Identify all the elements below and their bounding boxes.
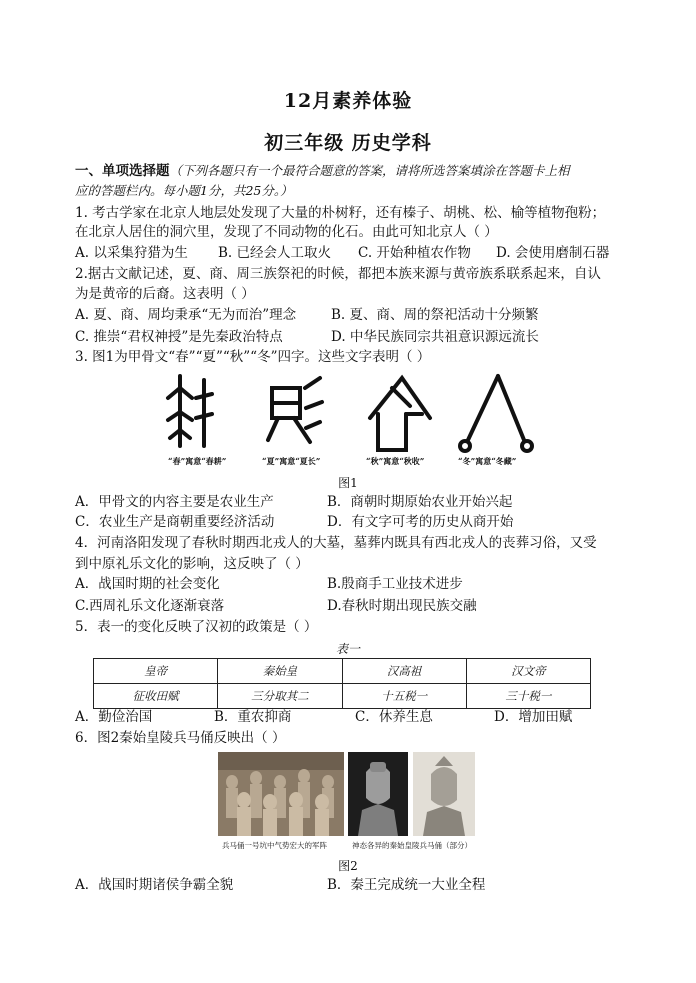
q5-option-d: D．增加田赋	[494, 709, 573, 725]
table-cell: 三分取其二	[218, 684, 342, 709]
table-cell: 十五税一	[342, 684, 466, 709]
figure-1-caption: 图1	[338, 476, 358, 490]
table-cell: 秦始皇	[218, 659, 342, 684]
q1-option-c: C. 开始种植农作物	[358, 245, 471, 261]
terracotta-army-photo	[218, 752, 344, 836]
q3-option-b: B．商朝时期原始农业开始兴起	[327, 494, 513, 510]
q4-stem-1: 4．河南洛阳发现了春秋时期西北戎人的大墓，墓葬内既具有西北戎人的丧葬习俗，又受	[75, 535, 597, 551]
oracle-label-chun: “春”寓意“春耕”	[168, 456, 227, 466]
q1-option-b: B. 已经会人工取火	[218, 245, 332, 261]
figure-2-left-caption: 兵马俑一号坑中气势宏大的军阵	[222, 841, 327, 850]
q6-option-b: B．秦王完成统一大业全程	[327, 877, 486, 893]
q1-option-d: D. 会使用磨制石器	[496, 245, 610, 261]
table-cell: 汉高祖	[342, 659, 466, 684]
page-title: 12月素养体验	[283, 90, 413, 112]
section-title: 一、单项选择题	[75, 163, 170, 179]
q1-stem-1: 1. 考古学家在北京人地层处发现了大量的朴树籽，还有榛子、胡桃、松、榆等植物孢粉；	[75, 205, 606, 221]
oracle-label-xia: “夏”寓意“夏长”	[262, 456, 321, 466]
q4-option-d: D.春秋时期出现民族交融	[327, 598, 477, 614]
table-row	[94, 684, 591, 709]
q6-option-a: A．战国时期诸侯争霸全貌	[75, 877, 234, 893]
table-cell: 皇帝	[94, 659, 218, 684]
table-cell: 征收田赋	[94, 684, 218, 709]
q5-option-c: C．休养生息	[355, 709, 433, 725]
page-subtitle: 初三年级 历史学科	[264, 132, 432, 154]
q1-option-a: A. 以采集狩猎为生	[75, 245, 188, 261]
q5-option-b: B．重农抑商	[214, 709, 292, 725]
figure-2-right-caption: 神态各异的秦始皇陵兵马俑（部分）	[352, 841, 472, 850]
q5-stem-1: 5．表一的变化反映了汉初的政策是（ ）	[75, 619, 318, 635]
q4-stem-2: 到中原礼乐文化的影响，这反映了（ ）	[75, 556, 309, 572]
table-cell: 三十税一	[466, 684, 590, 709]
table-cell: 汉文帝	[466, 659, 590, 684]
oracle-dong-glyph	[460, 376, 532, 451]
q2-stem-2: 为是黄帝的后裔。这表明（ ）	[75, 286, 255, 302]
q2-stem-1: 2.据古文献记述，夏、商、周三族祭祀的时候，都把本族来源与黄帝族系联系起来，自认	[75, 266, 601, 282]
q2-option-c: C. 推崇“君权神授”是先秦政治特点	[75, 329, 283, 345]
q4-option-c: C.西周礼乐文化逐渐衰落	[75, 598, 225, 614]
table-1	[93, 658, 591, 709]
q6-stem-1: 6．图2秦始皇陵兵马俑反映出（ ）	[75, 730, 286, 746]
q3-option-c: C．农业生产是商朝重要经济活动	[75, 514, 275, 530]
q4-option-b: B.殷商手工业技术进步	[327, 576, 463, 592]
table-row	[94, 659, 591, 684]
oracle-chun-glyph	[168, 376, 212, 446]
q2-option-b: B. 夏、商、周的祭祀活动十分频繁	[331, 307, 539, 323]
warrior-head-photo-left	[348, 752, 408, 836]
table-1-caption: 表一	[335, 642, 360, 656]
oracle-xia-glyph	[268, 378, 322, 442]
q3-option-a: A．甲骨文的内容主要是农业生产	[75, 494, 274, 510]
section-note-1: （下列各题只有一个最符合题意的答案，请将所选答案填涂在答题卡上相	[169, 163, 570, 178]
q3-stem-1: 3. 图1为甲骨文“春”“夏”“秋”“冬”四字。这些文字表明（ ）	[75, 349, 431, 365]
q3-option-d: D．有文字可考的历史从商开始	[327, 514, 514, 530]
q5-option-a: A．勤俭治国	[75, 709, 153, 725]
oracle-label-dong: “冬”寓意“冬藏”	[458, 456, 517, 466]
section-note-2: 应的答题栏内。每小题1分，共25分。）	[75, 183, 293, 198]
oracle-bone-figure	[160, 368, 540, 468]
q1-stem-2: 在北京人居住的洞穴里，发现了不同动物的化石。由此可知北京人（ ）	[75, 224, 498, 240]
oracle-qiu-glyph	[370, 378, 430, 450]
figure-2-caption: 图2	[338, 859, 358, 873]
section-heading	[75, 165, 570, 179]
q4-option-a: A．战国时期的社会变化	[75, 576, 220, 592]
warrior-head-photo-right	[413, 752, 475, 836]
q2-option-d: D. 中华民族同宗共祖意识源远流长	[331, 329, 539, 345]
oracle-label-qiu: “秋”寓意“秋收”	[366, 456, 425, 466]
q2-option-a: A. 夏、商、周均秉承“无为而治”理念	[75, 307, 297, 323]
